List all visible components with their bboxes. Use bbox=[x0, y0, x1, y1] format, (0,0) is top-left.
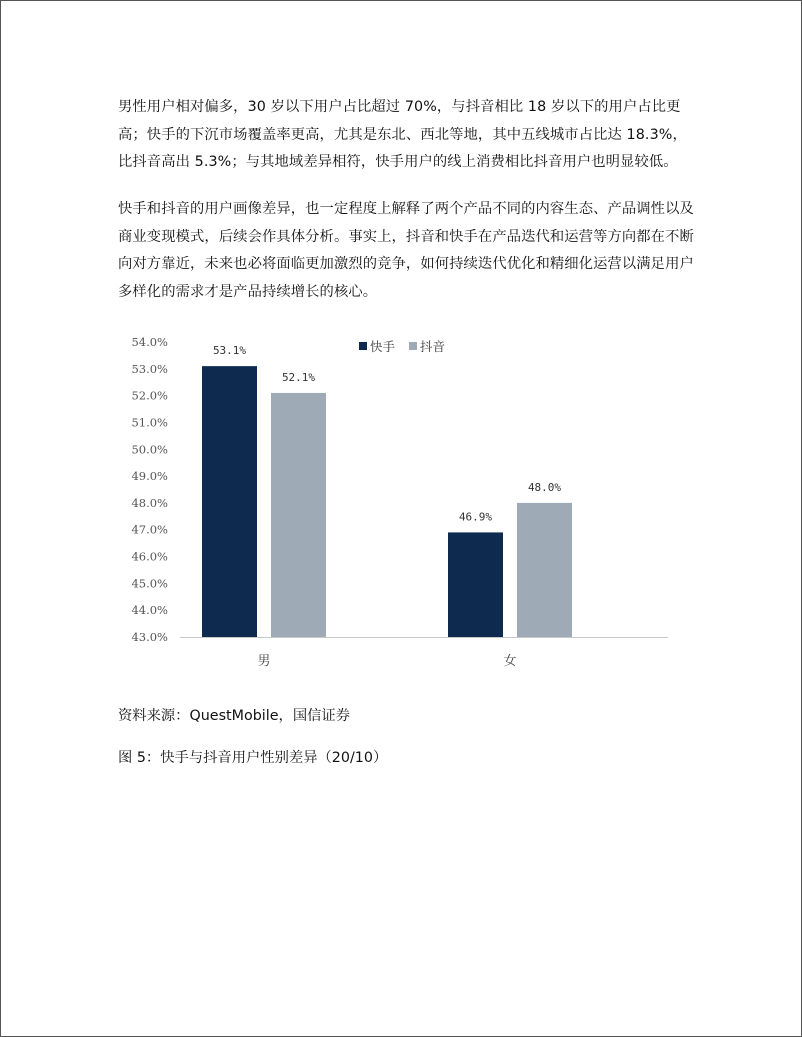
y-tick-label: 45.0% bbox=[131, 576, 168, 591]
y-tick-label: 47.0% bbox=[131, 522, 168, 537]
legend-swatch bbox=[409, 342, 417, 350]
bar-douyin bbox=[517, 503, 572, 637]
bar-kuaishou bbox=[448, 532, 503, 637]
y-tick-label: 44.0% bbox=[131, 603, 168, 618]
x-category-label: 男 bbox=[257, 654, 271, 669]
legend-swatch bbox=[359, 342, 367, 350]
bar-kuaishou bbox=[202, 366, 257, 637]
data-label: 53.1% bbox=[212, 344, 247, 358]
legend-label: 快手 bbox=[370, 339, 396, 354]
data-label: 52.1% bbox=[281, 370, 316, 384]
y-tick-label: 49.0% bbox=[131, 469, 168, 484]
y-tick-label: 54.0% bbox=[131, 335, 168, 349]
figure-caption: 图 5：快手与抖音用户性别差异（20/10） bbox=[118, 750, 388, 766]
y-tick-label: 52.0% bbox=[131, 388, 168, 403]
y-tick-label: 43.0% bbox=[131, 630, 168, 644]
paragraph-1: 男性用户相对偏多，30 岁以下用户占比超过 70%，与抖音相比 18 岁以下的用户占比更高；快手的下沉市场覆盖率更高，尤其是东北、西北等地，其中五线城市占比达 18.3%，比抖音高出 5.3%；与其地域差异相符，快手用户的线上消费相比抖音用户也明显较低。 bbox=[118, 99, 687, 170]
bar-chart-svg bbox=[118, 330, 688, 680]
y-tick-label: 48.0% bbox=[131, 495, 168, 510]
bar-douyin bbox=[271, 393, 326, 637]
bar-chart bbox=[118, 330, 688, 680]
y-tick-label: 53.0% bbox=[131, 361, 168, 376]
x-category-label: 女 bbox=[503, 654, 517, 669]
y-tick-label: 51.0% bbox=[131, 415, 168, 430]
y-tick-label: 50.0% bbox=[131, 442, 168, 457]
paragraph-2: 快手和抖音的用户画像差异，也一定程度上解释了两个产品不同的内容生态、产品调性以及商业变现模式，后续会作具体分析。事实上，抖音和快手在产品迭代和运营等方向都在不断向对方靠近，未来也必将面临更加激烈的竞争，如何持续迭代优化和精细化运营以满足用户多样化的需求才是产品持续增长的核心。 bbox=[118, 201, 694, 300]
legend-label: 抖音 bbox=[420, 339, 446, 354]
data-label: 46.9% bbox=[458, 510, 493, 524]
data-label: 48.0% bbox=[527, 480, 562, 494]
y-tick-label: 46.0% bbox=[131, 549, 168, 564]
source-note: 资料来源：QuestMobile，国信证券 bbox=[118, 708, 351, 724]
